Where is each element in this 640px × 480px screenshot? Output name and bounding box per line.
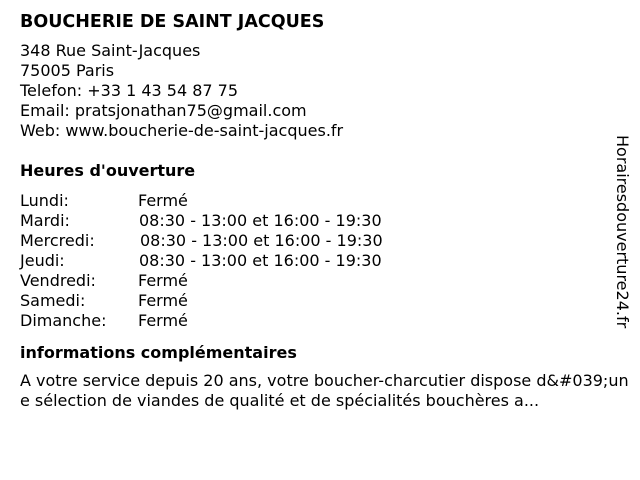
hours-row-lundi [20, 191, 632, 211]
hours-list [20, 191, 632, 331]
hours-heading: Heures d'ouverture [20, 161, 196, 180]
day-label: Lundi: [20, 191, 69, 210]
side-credit[interactable]: Horairesdouverture24.fr [613, 135, 632, 329]
day-label: Samedi: [20, 291, 86, 310]
day-hours: Fermé [138, 291, 188, 310]
hours-row-dimanche [20, 311, 632, 331]
day-label: Mardi: [20, 211, 70, 230]
hours-row-vendredi [20, 271, 632, 291]
info-description: A votre service depuis 20 ans, votre boucher-charcutier dispose d&#039;une sélection de viandes de qualité et de spécialités bouchères a... [20, 371, 629, 410]
business-card [20, 10, 632, 411]
address-street: 348 Rue Saint-Jacques [20, 41, 201, 60]
phone-number[interactable]: Telefon: +33 1 43 54 87 75 [20, 81, 239, 100]
hours-row-mardi [20, 211, 632, 231]
day-hours: 08:30 - 13:00 et 16:00 - 19:30 [139, 211, 382, 230]
website-link[interactable]: Web: www.boucherie-de-saint-jacques.fr [20, 121, 344, 140]
email-address[interactable]: Email: pratsjonathan75@gmail.com [20, 101, 307, 120]
address-city: 75005 Paris [20, 61, 115, 80]
day-hours: 08:30 - 13:00 et 16:00 - 19:30 [139, 251, 382, 270]
day-hours: 08:30 - 13:00 et 16:00 - 19:30 [140, 231, 383, 250]
day-label: Dimanche: [20, 311, 107, 330]
day-hours: Fermé [138, 311, 188, 330]
info-heading: informations complémentaires [20, 343, 297, 362]
day-hours: Fermé [138, 271, 188, 290]
business-name: BOUCHERIE DE SAINT JACQUES [20, 12, 325, 32]
hours-row-samedi [20, 291, 632, 311]
day-label: Vendredi: [20, 271, 96, 290]
day-hours: Fermé [138, 191, 188, 210]
hours-row-jeudi [20, 251, 632, 271]
day-label: Jeudi: [20, 251, 65, 270]
day-label: Mercredi: [20, 231, 95, 250]
hours-row-mercredi [20, 231, 632, 251]
